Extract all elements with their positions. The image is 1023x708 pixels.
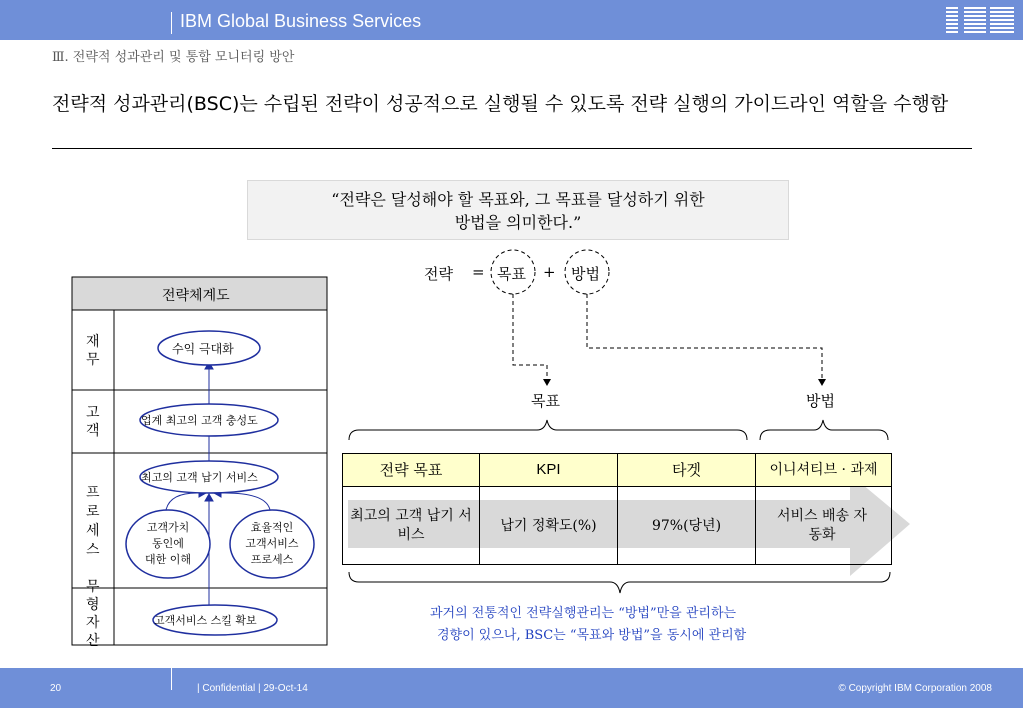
formula-strategy: 전략 <box>424 265 453 283</box>
strategy-map-title: 전략체계도 <box>162 288 230 304</box>
page-number: 20 <box>50 683 62 694</box>
goal-label: 목표 <box>531 392 560 410</box>
goal-arrow-head <box>543 379 551 386</box>
perspective-customer: 고 객 <box>86 405 100 439</box>
node-intangible-label: 고객서비스 스킬 확보 <box>154 614 257 627</box>
node-process-top-label: 최고의 고객 납기 서비스 <box>141 471 258 484</box>
formula-equals: = <box>472 263 485 281</box>
note-line-2: 경향이 있으나, BSC는 “목표와 방법”을 동시에 관리함 <box>437 628 747 643</box>
perspective-intangible: 무 형 자 산 <box>86 579 100 649</box>
kpi-cell-initiative: 서비스 배송 자동화 <box>776 508 868 543</box>
kpi-cell-kpi: 납기 정확도(%) <box>500 517 597 534</box>
kpi-header-goal: 전략 목표 <box>342 453 480 487</box>
kpi-header-kpi: KPI <box>479 453 618 487</box>
section-heading: Ⅲ. 전략적 성과관리 및 통합 모니터링 방안 <box>52 50 295 65</box>
formula-method: 방법 <box>571 265 600 283</box>
kpi-cell-goal: 최고의 고객 납기 서비스 <box>350 508 472 543</box>
method-label: 방법 <box>806 392 835 410</box>
node-process-right-label: 효율적인 고객서비스 프로세스 <box>245 521 299 566</box>
brand-title: IBM Global Business Services <box>180 11 422 31</box>
kpi-table <box>342 453 892 565</box>
footer-divider <box>171 668 172 690</box>
node-finance-label: 수익 극대화 <box>172 342 234 356</box>
bottom-brace <box>349 572 890 593</box>
copyright: © Copyright IBM Corporation 2008 <box>838 683 992 694</box>
node-customer-label: 업계 최고의 고객 충성도 <box>141 414 258 427</box>
perspective-finance: 재 무 <box>86 334 100 368</box>
goal-connector <box>513 294 547 380</box>
kpi-cell-target: 97%(당년) <box>651 517 722 534</box>
kpi-header-initiative: 이니셔티브 · 과제 <box>755 453 892 487</box>
confidential-label: | Confidential | 29-Oct-14 <box>197 683 308 694</box>
method-connector <box>587 294 822 380</box>
formula-plus: + <box>543 263 556 281</box>
page-title: 전략적 성과관리(BSC)는 수립된 전략이 성공적으로 실행될 수 있도록 전략 실행의 가이드라인 역할을 수행함 <box>52 93 949 115</box>
quote-line-1: “전략은 달성해야 할 목표와, 그 목표를 달성하기 위한 <box>331 190 705 209</box>
node-process-left-label: 고객가치 동인에 대한 이해 <box>144 521 191 566</box>
formula-goal: 목표 <box>497 265 526 283</box>
kpi-header-target: 타겟 <box>617 453 756 487</box>
perspective-process: 프 로 세 스 <box>86 485 100 558</box>
method-brace <box>760 420 888 440</box>
footer-bar <box>0 668 1023 708</box>
method-arrow-head <box>818 379 826 386</box>
goal-brace <box>349 420 747 440</box>
quote-line-2: 방법을 의미한다.” <box>454 213 582 232</box>
note-line-1: 과거의 전통적인 전략실행관리는 “방법”만을 관리하는 <box>430 606 737 621</box>
